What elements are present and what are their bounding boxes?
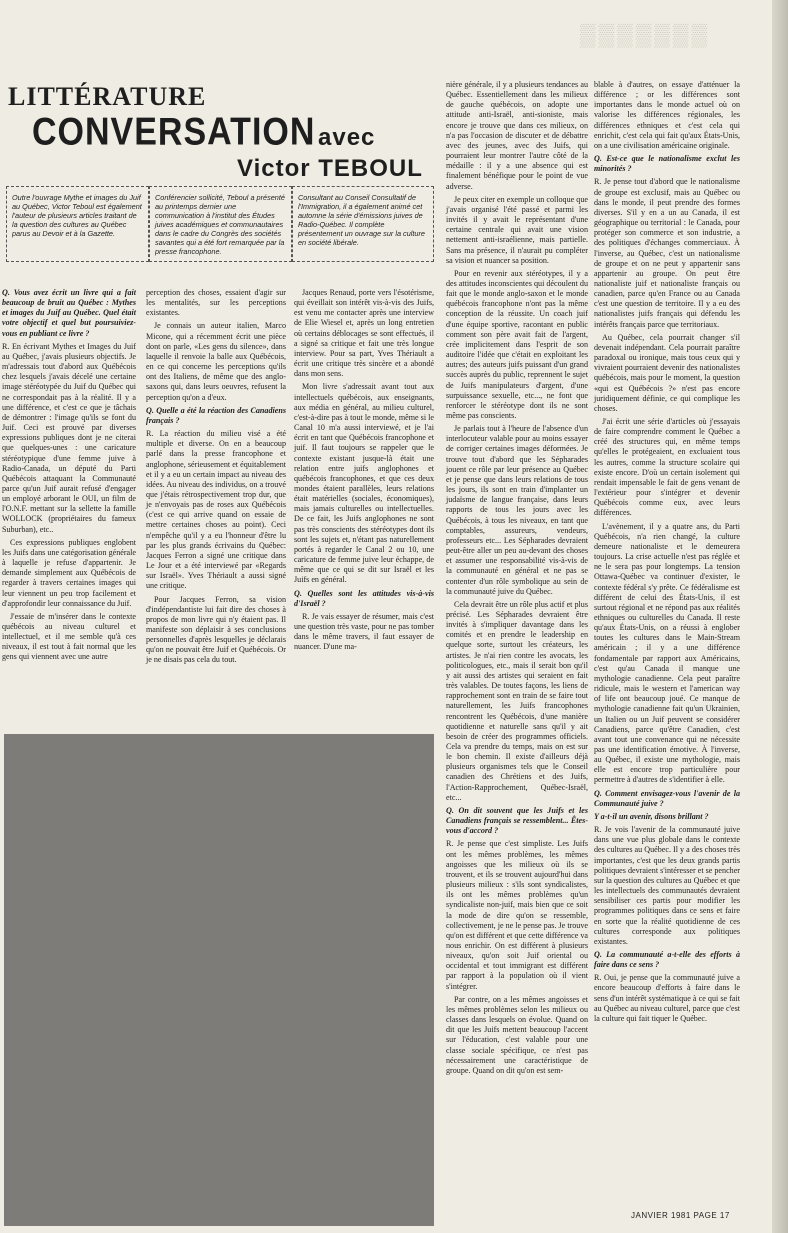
article-title: CONVERSATION xyxy=(32,110,316,154)
article-author: Victor TEBOUL xyxy=(237,155,423,182)
article-paragraph: Cela devrait être un rôle plus actif et plus précisé. Les Sépharades devraient être invités à s'impliquer davantage dans les comités et en prendre le leadership en quelque sorte, surtout les créateurs, les artistes. Je n'ai rien contre les avocats, les politicologues, etc., mais il serait bon qu'il y ait aussi des artistes qui seraient en fait très valables. De toutes façons, les liens de rapprochement sont en train de se faire tout naturellement, les Juifs francophones rencontrent les Québécois, d'une manière quotidienne et naturelle sans qu'il y ait besoin de créer des programmes officiels. Cela va prendre du temps, mais on est sur le bon chemin. Il existe d'ailleurs déjà plusieurs organismes tels que le Conseil canadien des Chrétiens et des Juifs, l'Action-Rapprochement, Québec-Israël, etc... xyxy=(446,599,588,802)
article-paragraph: blable à d'autres, on essaye d'atténuer la différence ; or les différences sont importantes dans le monde actuel où on valorise les différences régionales, les différences ethniques et c'est cela qui enrichit, c'est cela qui fait qu'aux États-Unis, on a une civilisation américaine originale. xyxy=(594,80,740,150)
interview-question: Q. Est-ce que le nationalisme exclut les minorités ? xyxy=(594,154,740,174)
article-paragraph: Pour en revenir aux stéréotypes, il y a des attitudes inconscientes qui découlent du fait que le monde anglo-saxon et le monde québécois francophone n'ont pas la même conception de la réussite. Un coach juif d'une équipe sportive, racontant en public comment son père avait fait de l'argent, crée implicitement dans l'esprit de son auditoire l'idée que c'était en exploitant les autres; des auteurs juifs puissant d'un grand succès auprès du public, reprennent le sujet de Juifs manipulateurs d'argent, d'une surpuissance sexuelle, etc..., ne font que renforcer le stéréotype dont ils ne sont même pas conscients. xyxy=(446,268,588,420)
article-column-2 xyxy=(146,288,286,669)
article-paragraph: L'avènement, il y a quatre ans, du Parti Québécois, n'a rien changé, la culture demeure nationaliste et le demeurera toujours. La crise actuelle n'est pas réglée et ne le sera pas pour longtemps. La tension Ottawa-Québec va continuer d'exister, le contexte fédéral s'y prête. Ce fédéralisme est différent de celui des États-Unis, il est surtout régional et ne répond pas aux réalités ethniques ou culturelles du Canada. Il reste qu'aux États-Unis, on a réussi à englober toutes les cultures dans le Main-Stream américain ; il y a une différence fondamentale par rapport aux Américains, c'est qu'au Canada il manque une mythologie canadienne. Cela peut paraître ridicule, mais le western et l'american way of life ont beaucoup joué. Ce manque de mythologie canadienne fait qu'un Ukrainien, un Italien ou un Juif peuvent se considérer Canadiens, parce qu'être Canadien, c'est avant tout une convenance qui ne nécessite pas une identification émotive. À l'inverse, au Québec, il existe une mythologie, mais elle est encore trop particulière pour permettre à d'autres de s'identifier à elle. xyxy=(594,521,740,785)
article-paragraph: R. Je vais essayer de résumer, mais c'est une question très vaste, pour ne pas tomber dans le même travers, il faut essayer de nuancer. D'une ma- xyxy=(294,611,434,652)
article-paragraph: Je parlais tout à l'heure de l'absence d'un interlocuteur valable pour au moins essayer de corriger certaines images déformées. Je trouve tout d'abord que les Sépharades jouent ce rôle par leur présence au Québec et je pense que dans leurs relations de tous les jours, ils sont en train d'implanter un judaïsme de langue française, dans leurs rapports de tous les jours avec les Québécois, à tous les niveaux, en tant que comptables, assureurs, vendeurs, professeurs etc... Les Sépharades devraient peut-être aller un peu au-devant des choses et assumer une responsabilité vis-à-vis de la communauté en général et ne pas se contenter d'un rôle symbolique au sein de la communauté juive du Québec. xyxy=(446,424,588,596)
bio-box-1: Outre l'ouvrage Mythe et images du Juif au Québec, Victor Teboul est également l'auteur de plusieurs articles traitant de la question des cultures au Québec parus au Devoir et à la Gazette. xyxy=(6,186,149,262)
article-paragraph: Je peux citer en exemple un colloque que j'avais organisé l'été passé et parmi les invités il y avait le représentant d'une certaine centrale qui avait une vision nettement anti-israélienne, mais partielle. Sans ma présence, il n'aurait pu compléter sa vision et nuancer sa position. xyxy=(446,194,588,265)
page-footer: JANVIER 1981 PAGE 17 xyxy=(631,1211,730,1220)
interview-question: Q. Quelle a été la réaction des Canadiens français ? xyxy=(146,405,286,425)
interview-question: Q. Vous avez écrit un livre qui a fait beaucoup de bruit au Québec : Mythes et images du Juif au Québec. Quel était votre objectif et quel but poursuiviez-vous en publiant ce livre ? xyxy=(2,288,136,338)
article-column-3 xyxy=(294,288,434,655)
bio-box-3: Consultant au Conseil Consultatif de l'Immigration, il a également animé cet automne la série d'émissions juives de Radio-Québec. Il complète présentement un ouvrage sur la culture en société libérale. xyxy=(292,186,434,262)
article-paragraph: Par contre, on a les mêmes angoisses et les mêmes problèmes selon les milieux ou classes dans lesquels on évolue. Quand on dit que les Juifs mettent beaucoup l'accent sur l'éducation, c'est valable pour une classe sociale spécifique, ce n'est pas nécessairement une caractéristique de groupe. Quand on dit qu'on est sem- xyxy=(446,994,588,1075)
article-column-4 xyxy=(446,80,588,1079)
article-paragraph: R. Oui, je pense que la communauté juive a encore beaucoup d'efforts à faire dans le sens d'un intérêt systématique à ce qui se fait au Québec au niveau culturel, parce que c'est la culture qui fait tiquer le Québec. xyxy=(594,973,740,1023)
article-paragraph: R. La réaction du milieu visé a été multiple et diverse. On en a beaucoup parlé dans la presse francophone et anglophone, sérieusement et équitablement et il y a eu un certain impact au niveau des idées. Au niveau des individus, on a trouvé que j'étais rétrospectivement trop dur, que je n'envoyais pas de roses aux Québécois (c'est ce qui arrive quand on essaie de mettre certaines choses au point). Ceci n'empêche qu'il y a eu l'honneur d'être lu par les plus grands écrivains du Québec: Jacques Ferron a signé une critique dans Le Jour et a été interviewé par «Regards sur Israël». Yves Thériault a aussi signé une critique. xyxy=(146,429,286,591)
interview-question: Q. La communauté a-t-elle des efforts à faire dans ce sens ? xyxy=(594,949,740,970)
article-paragraph: J'ai écrit une série d'articles où j'essayais de faire comprendre comment le Québec a créé des structures qui, en même temps qu'elles le protégeaient, en excluaient tous les autres, comme la structure scolaire qui existe encore. D'où un certain isolement qui rendait impensable le fait de gens venant de l'extérieur pour s'intégrer et devenir Québécois comme eux, avec leurs différences. xyxy=(594,417,740,518)
interview-question: Q. Quelles sont les attitudes vis-à-vis d'Israël ? xyxy=(294,588,434,608)
article-paragraph: R. Je pense que c'est simpliste. Les Juifs ont les mêmes problèmes, les mêmes angoisses que les milieux où ils se trouvent, et ils se trouvent aujourd'hui dans plusieurs milieux : s'ils sont syndicalistes, ils ont les mêmes problèmes qu'un syndicaliste non-juif, mais bien que ce soit la mode de dire qu'on se ressemble, collectivement, je ne le pense pas. Je trouve qu'on est différent et que cette différence va nous enrichir. On est différent à plusieurs niveaux, qu'on soit Juif oriental ou occidental et tout immigrant est différent par rapport à la population où il vient s'intégrer. xyxy=(446,839,588,991)
article-paragraph: Ces expressions publiques englobent les Juifs dans une catégorisation générale à laquelle je refuse d'appartenir. Je demande simplement aux Québécois de regarder à travers certaines images qui leur viennent un peu trop facilement et d'approfondir leur connaissance du Juif. xyxy=(2,537,136,608)
article-paragraph: R. Je pense tout d'abord que le nationalisme de groupe est exclusif, mais au Québec ou dans le monde, il peut prendre des formes diverses. S'il y en a un au Canada, il est géographique ou territorial : le Canada, pour protéger son commerce et son industrie, a des politiques d'échanges commerciaux. À l'inverse, au Québec, c'est un nationalisme de groupe et on ne peut y appartenir sans appartenir au groupe. On peut être nationaliste juif et nationaliste français ou canadien, parce qu'en France ou au Canada c'est une question de territoire. Il y a eu des nationalistes juifs français qui défendu les intérêts français parce que territoriaux. xyxy=(594,177,740,329)
article-paragraph: Jacques Renaud, porte vers l'ésotérisme, qui éveillait son intérêt vis-à-vis des Juifs, est venu me contacter après une interview de Elie Wiesel et, après un long entretien où certains déblocages se sont effectués, il a signé sa critique et fait une très longue interview. Pour sa part, Yves Thériault a écrit une critique très sincère et a abondé dans mon sens. xyxy=(294,288,434,379)
article-paragraph: R. Je vois l'avenir de la communauté juive dans une vue plus globale dans le contexte des cultures au Québec. Il y a des choses très importantes, c'est que les deux grands partis politiques devraient s'intéresser et se pencher sur la question des cultures au Québec et que les intellectuels des communautés devraient sensibiliser ces partis pour modifier les programmes politiques dans ce sens et faire en sorte que la réalité quotidienne de ces cultures corresponde aux politiques existantes. xyxy=(594,825,740,946)
interview-question: Y a-t-il un avenir, disons brillant ? xyxy=(594,811,709,821)
article-paragraph: Pour Jacques Ferron, sa vision d'indépendantiste lui fait dire des choses à propos de mon livre qui n'y étaient pas. Il manifeste son déplaisir à ses conclusions personnelles d'après lesquelles je déclarais qu'on ne pouvait être Juif et Québécois. Or je ne disais pas cela du tout. xyxy=(146,594,286,665)
redacted-photo-area xyxy=(4,734,434,1226)
article-column-5 xyxy=(594,80,740,1027)
article-paragraph: nière générale, il y a plusieurs tendances au Québec. Essentiellement dans les milieux de gauche québécois, on adopte une attitude anti-Israël, anti-sioniste, mais encore je trouve que dans ces milieux, on n'a pas l'occasion de discuter et de débattre avec des jeunes, avec des Juifs, qui pourraient leur montrer l'autre côté de la médaille : il y a une absence qui est finalement bénéfique pour le point de vue adverse. xyxy=(446,80,588,191)
article-paragraph: Au Québec, cela pourrait changer s'il devenait indépendant. Cela pourrait paraître paradoxal ou ironique, mais tous ceux qui y vivraient pourraient devenir des nationalistes québécois, mais pour le moment, la question «qui est Québécois ?» n'est pas encore juridiquement définie, ce qui complique les choses. xyxy=(594,332,740,413)
article-paragraph: R. En écrivant Mythes et Images du Juif au Québec, j'avais plusieurs objectifs. Je m'adressais tout d'abord aux Québécois chez lesquels j'avais décelé une certaine image stéréotypée du Juif du Québec qui ne correspondait pas à la réalité. Il y a une différence, et c'est ce que je tâchais de démontrer : l'image qu'ils se font du Juif. Ceci est prouvé par diverses expressions publiques dont je ne citerai que quelques-unes : une caricature stéréotypique d'une femme juive à Radio-Canada, un député du Parti Québécois attaquant la Communauté parce qu'un Juif aurait refusé d'engager un employé arborant le OUI, un film de l'O.N.F. mettant sur la sellette la famille WOLLOCK (propriétaires du fameux Suburban), etc.. xyxy=(2,341,136,534)
article-column-1 xyxy=(2,288,136,666)
article-paragraph: perception des choses, essaient d'agir sur les mentalités, sur les perceptions existantes. xyxy=(146,288,286,318)
title-avec: avec xyxy=(318,124,376,151)
interview-question: Q. Comment envisagez-vous l'avenir de la Communauté juive ? xyxy=(594,788,740,808)
bio-box-2: Conférencier sollicité, Teboul a présenté au printemps dernier une communication à l'institut des Études juives académiques et communautaires dans le cadre du Congrès des sociétés savantes qui a été fort remarquée par la presse francophone. xyxy=(149,186,292,262)
article-paragraph: Mon livre s'adressait avant tout aux intellectuels québécois, aux enseignants, aux média en général, au milieu culturel, c'est-à-dire pas à tout le monde, même si le Canal 10 m'a aussi interviewé, et je l'ai écrit en tant que Québécois francophone et juif. Il faut toujours se rappeler que le contexte existant jusque-là était une relation entre juifs anglophones et québécois francophones, et que ces deux mondes étaient parallèles, leurs relations était matérielles (sociales, économiques), mais jamais culturelles ou intellectuelles. De ce fait, les Juifs anglophones ne sont pas très conscients des stéréotypes dont ils sont les sujets et, n'étant pas naturellement portés à regarder le Canal 2 ou 10, une caricature de femme juive leur échappe, de même que ce qui se dit sur Israël et les Juifs en général. xyxy=(294,382,434,585)
section-kicker: LITTÉRATURE xyxy=(8,82,207,111)
interview-question: Q. On dit souvent que les Juifs et les Canadiens français se ressemblent... Êtes-vous d'accord ? xyxy=(446,805,588,836)
article-paragraph: J'essaie de m'insérer dans le contexte québécois au niveau culturel et intellectuel, et il me semble qu'à ces niveaux, il est tout à fait normal que les gens qui viennent avec une autre xyxy=(2,611,136,662)
page-edge-shadow xyxy=(772,0,788,1233)
bleed-through-text: ▒▒▒▒▒▒▒ xyxy=(580,22,711,47)
article-paragraph: Je connais un auteur italien, Marco Micone, qui a récemment écrit une pièce dont on parle, «Les gens du silence», dans laquelle il renvoie la balle aux Québécois, en ce qui concerne les perceptions qu'ils ont des Italiens, de même que des anglo-saxons qui, dans leurs oeuvres, refusent la perception qu'on a d'eux. xyxy=(146,321,286,402)
